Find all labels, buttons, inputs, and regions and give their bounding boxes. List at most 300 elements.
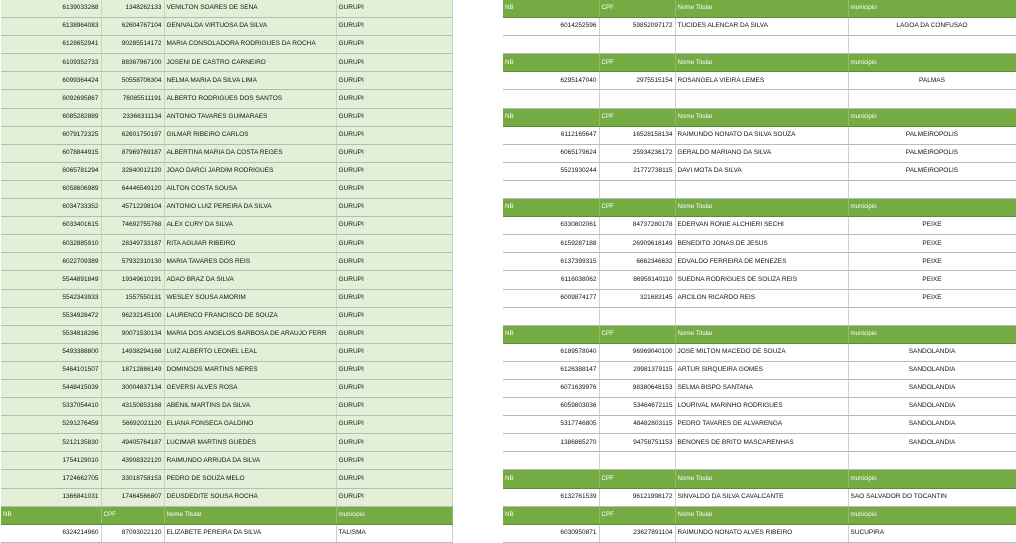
table-row xyxy=(503,126,1016,144)
table-header-row xyxy=(503,470,1016,488)
municipio-cell: GURUPI xyxy=(336,434,452,452)
left-beneficiary-table xyxy=(1,0,453,543)
table-row xyxy=(1,524,452,542)
cpf-cell: 1348262133 xyxy=(101,0,164,18)
municipio-cell: GURUPI xyxy=(336,162,452,180)
municipio-cell: PALMEIROPOLIS xyxy=(848,126,1016,144)
nb-cell: 6030950871 xyxy=(503,524,599,542)
cpf-cell xyxy=(599,36,675,54)
nome-titular-cell: DOMINGOS MARTINS NERES xyxy=(164,361,336,379)
cpf-cell: 59852097172 xyxy=(599,18,675,36)
nome-titular-cell: ANTONIO LUIZ PEREIRA DA SILVA xyxy=(164,199,336,217)
table-row xyxy=(1,398,452,416)
table-row xyxy=(503,253,1016,271)
table-row xyxy=(503,343,1016,361)
nome-titular-cell xyxy=(675,452,848,470)
nome-titular-cell xyxy=(675,307,848,325)
nb-cell xyxy=(503,180,599,198)
nb-cell: 6085282889 xyxy=(1,108,101,126)
nb-cell: NB xyxy=(503,199,599,217)
table-row xyxy=(503,271,1016,289)
nb-cell: 1366841031 xyxy=(1,488,101,506)
table-row xyxy=(1,36,452,54)
nome-titular-cell: LOURIVAL MARINHO RODRIGUES xyxy=(675,398,848,416)
nb-cell: 6330802061 xyxy=(503,217,599,235)
nome-titular-cell: WESLEY SOUSA AMORIM xyxy=(164,289,336,307)
cpf-cell: CPF xyxy=(599,0,675,18)
table-row xyxy=(503,488,1016,506)
nome-titular-cell: Nome Titular xyxy=(675,54,848,72)
nb-cell xyxy=(503,307,599,325)
table-row xyxy=(1,361,452,379)
municipio-cell: GURUPI xyxy=(336,452,452,470)
municipio-cell: GURUPI xyxy=(336,325,452,343)
nome-titular-cell: JOSENI DE CASTRO CARNEIRO xyxy=(164,54,336,72)
municipio-cell: GURUPI xyxy=(336,180,452,198)
municipio-cell xyxy=(848,90,1016,108)
nb-cell: 5212135830 xyxy=(1,434,101,452)
nb-cell: 6009874177 xyxy=(503,289,599,307)
table-row xyxy=(1,144,452,162)
municipio-cell: GURUPI xyxy=(336,253,452,271)
nome-titular-cell: LUIZ ALBERTO LEONEL LEAL xyxy=(164,343,336,361)
cpf-cell: 48482803115 xyxy=(599,416,675,434)
table-row xyxy=(1,307,452,325)
nome-titular-cell: MARIA CONSOLADORA RODRIGUES DA ROCHA xyxy=(164,36,336,54)
nome-titular-cell: Nome Titular xyxy=(675,506,848,524)
left-table-body xyxy=(1,0,452,542)
table-row xyxy=(503,361,1016,379)
table-row xyxy=(1,199,452,217)
cpf-cell: 32840012120 xyxy=(101,162,164,180)
municipio-cell: GURUPI xyxy=(336,90,452,108)
nome-titular-cell: MARIA DOS ANGELOS BARBOSA DE ARAUJO FERR xyxy=(164,325,336,343)
nome-titular-cell: ARCILON RICARDO REIS xyxy=(675,289,848,307)
nb-cell: 6079172325 xyxy=(1,126,101,144)
municipio-cell: GURUPI xyxy=(336,235,452,253)
nb-cell xyxy=(503,90,599,108)
municipio-cell: GURUPI xyxy=(336,361,452,379)
table-row xyxy=(1,90,452,108)
nb-cell: 6078844915 xyxy=(1,144,101,162)
nome-titular-cell: ABENIL MARTINS DA SILVA xyxy=(164,398,336,416)
municipio-cell: SANDOLANDIA xyxy=(848,343,1016,361)
nb-cell: NB xyxy=(503,54,599,72)
table-row xyxy=(1,108,452,126)
municipio-cell: PEIXE xyxy=(848,271,1016,289)
municipio-cell xyxy=(848,307,1016,325)
table-row xyxy=(503,307,1016,325)
nb-cell: 5291276459 xyxy=(1,416,101,434)
nb-cell: 6022709389 xyxy=(1,253,101,271)
municipio-cell: PEIXE xyxy=(848,289,1016,307)
cpf-cell: 43150853168 xyxy=(101,398,164,416)
municipio-cell: PALMAS xyxy=(848,72,1016,90)
municipio-cell: SANDOLANDIA xyxy=(848,398,1016,416)
municipio-cell: PEIXE xyxy=(848,235,1016,253)
cpf-cell: CPF xyxy=(599,506,675,524)
table-row xyxy=(503,398,1016,416)
nome-titular-cell: RAIMUNDO ARRUDA DA SILVA xyxy=(164,452,336,470)
cpf-cell: 28349733187 xyxy=(101,235,164,253)
table-row xyxy=(503,452,1016,470)
municipio-cell: GURUPI xyxy=(336,72,452,90)
table-row xyxy=(1,0,452,18)
nb-cell: 6126388147 xyxy=(503,361,599,379)
municipio-cell: GURUPI xyxy=(336,144,452,162)
cpf-cell: 6662346632 xyxy=(599,253,675,271)
table-row xyxy=(1,253,452,271)
municipio-cell: PEIXE xyxy=(848,217,1016,235)
cpf-cell: 1557550131 xyxy=(101,289,164,307)
nome-titular-cell: ADAO BRAZ DA SILVA xyxy=(164,271,336,289)
cpf-cell: 86959140110 xyxy=(599,271,675,289)
cpf-cell: 43908322120 xyxy=(101,452,164,470)
municipio-cell: GURUPI xyxy=(336,289,452,307)
cpf-cell: 98380648153 xyxy=(599,379,675,397)
table-header-row xyxy=(503,199,1016,217)
nome-titular-cell: GENIVALDA VIRTUOSA DA SILVA xyxy=(164,18,336,36)
nome-titular-cell: LAURENCO FRANCISCO DE SOUZA xyxy=(164,307,336,325)
municipio-cell: GURUPI xyxy=(336,398,452,416)
nb-cell: 5534928472 xyxy=(1,307,101,325)
table-header-row xyxy=(503,506,1016,524)
nb-cell: 6059803036 xyxy=(503,398,599,416)
nome-titular-cell: GILMAR RIBEIRO CARLOS xyxy=(164,126,336,144)
nome-titular-cell: GEVERSI ALVES ROSA xyxy=(164,379,336,397)
municipio-cell: PALMEIROPOLIS xyxy=(848,162,1016,180)
nome-titular-cell: Nome Titular xyxy=(675,0,848,18)
nb-cell: 5534818286 xyxy=(1,325,101,343)
nb-cell: 5521930244 xyxy=(503,162,599,180)
nome-titular-cell: ALBERTINA MARIA DA COSTA REGES xyxy=(164,144,336,162)
table-row xyxy=(1,343,452,361)
table-row xyxy=(1,235,452,253)
table-row xyxy=(503,217,1016,235)
nome-titular-cell xyxy=(675,90,848,108)
nb-cell: 6071639976 xyxy=(503,379,599,397)
nb-cell: 6138964083 xyxy=(1,18,101,36)
municipio-cell: GURUPI xyxy=(336,271,452,289)
table-row xyxy=(1,54,452,72)
table-row xyxy=(503,162,1016,180)
cpf-cell: 45712298104 xyxy=(101,199,164,217)
nome-titular-cell: EDVALDO FERREIRA DE MENEZES xyxy=(675,253,848,271)
cpf-cell: 23627891104 xyxy=(599,524,675,542)
municipio-cell: GURUPI xyxy=(336,18,452,36)
table-row xyxy=(503,180,1016,198)
cpf-cell: 26909618149 xyxy=(599,235,675,253)
cpf-cell: 50558706304 xyxy=(101,72,164,90)
nome-titular-cell: DEUSDEDITE SOUSA ROCHA xyxy=(164,488,336,506)
cpf-cell: 21772738115 xyxy=(599,162,675,180)
nome-titular-cell: JOSE MILTON MACEDO DE SOUZA xyxy=(675,343,848,361)
right-beneficiary-table xyxy=(503,0,1016,543)
municipio-cell: SANDOLANDIA xyxy=(848,379,1016,397)
nb-cell xyxy=(503,452,599,470)
nome-titular-cell: MARIA TAVARES DOS REIS xyxy=(164,253,336,271)
cpf-cell: 74692755768 xyxy=(101,217,164,235)
nome-titular-cell: RITA AGUIAR RIBEIRO xyxy=(164,235,336,253)
municipio-cell: SAO SALVADOR DO TOCANTIN xyxy=(848,488,1016,506)
cpf-cell xyxy=(599,90,675,108)
nb-cell: 5317746805 xyxy=(503,416,599,434)
nome-titular-cell: SINVALDO DA SILVA CAVALCANTE xyxy=(675,488,848,506)
cpf-cell: 18712886149 xyxy=(101,361,164,379)
nb-cell: 6033401615 xyxy=(1,217,101,235)
cpf-cell: CPF xyxy=(101,506,164,524)
nb-cell: 6132761539 xyxy=(503,488,599,506)
cpf-cell: 33018758153 xyxy=(101,470,164,488)
municipio-cell: SANDOLANDIA xyxy=(848,434,1016,452)
cpf-cell: CPF xyxy=(599,325,675,343)
municipio-cell: municipio xyxy=(848,506,1016,524)
nb-cell: 6137399315 xyxy=(503,253,599,271)
nome-titular-cell: ALEX CURY DA SILVA xyxy=(164,217,336,235)
nome-titular-cell: RAIMUNDO NONATO DA SILVA SOUZA xyxy=(675,126,848,144)
nb-cell: 6092695867 xyxy=(1,90,101,108)
municipio-cell: GURUPI xyxy=(336,379,452,397)
nb-cell: 6295147040 xyxy=(503,72,599,90)
cpf-cell xyxy=(599,452,675,470)
municipio-cell: SANDOLANDIA xyxy=(848,416,1016,434)
table-row xyxy=(1,452,452,470)
cpf-cell: 87093022120 xyxy=(101,524,164,542)
table-row xyxy=(1,416,452,434)
table-row xyxy=(503,434,1016,452)
cpf-cell: 321683145 xyxy=(599,289,675,307)
table-header-row xyxy=(503,54,1016,72)
municipio-cell: municipio xyxy=(848,470,1016,488)
municipio-cell: SANDOLANDIA xyxy=(848,361,1016,379)
municipio-cell: GURUPI xyxy=(336,108,452,126)
table-header-row xyxy=(503,108,1016,126)
nb-cell: 6065179624 xyxy=(503,144,599,162)
cpf-cell: 53464672115 xyxy=(599,398,675,416)
nome-titular-cell: ARTUR SIRQUEIRA GOMES xyxy=(675,361,848,379)
table-row xyxy=(1,217,452,235)
nb-cell: 5464101507 xyxy=(1,361,101,379)
nome-titular-cell: Nome Titular xyxy=(675,325,848,343)
nb-cell: 6139033288 xyxy=(1,0,101,18)
nb-cell: 5493388800 xyxy=(1,343,101,361)
nome-titular-cell: GERALDO MARIANO DA SILVA xyxy=(675,144,848,162)
cpf-cell: 30004837134 xyxy=(101,379,164,397)
municipio-cell: GURUPI xyxy=(336,0,452,18)
municipio-cell: TALISMA xyxy=(336,524,452,542)
table-row xyxy=(1,434,452,452)
municipio-cell: municipio xyxy=(848,108,1016,126)
nb-cell: NB xyxy=(503,108,599,126)
municipio-cell: PEIXE xyxy=(848,253,1016,271)
nome-titular-cell: ELIZABETE PEREIRA DA SILVA xyxy=(164,524,336,542)
table-row xyxy=(1,488,452,506)
nome-titular-cell: RAIMUNDO NONATO ALVES RIBEIRO xyxy=(675,524,848,542)
table-row xyxy=(1,470,452,488)
cpf-cell: 25934236172 xyxy=(599,144,675,162)
nome-titular-cell xyxy=(675,180,848,198)
nb-cell: 6065781294 xyxy=(1,162,101,180)
cpf-cell: CPF xyxy=(599,108,675,126)
nb-cell: NB xyxy=(503,0,599,18)
nb-cell: 6034733352 xyxy=(1,199,101,217)
nome-titular-cell xyxy=(675,36,848,54)
nome-titular-cell: LUCIMAR MARTINS GUEDES xyxy=(164,434,336,452)
municipio-cell: PALMEIROPOLIS xyxy=(848,144,1016,162)
nome-titular-cell: SELMA BISPO SANTANA xyxy=(675,379,848,397)
nome-titular-cell: EDERVAN RONIE ALCHIERI SECHI xyxy=(675,217,848,235)
table-row xyxy=(503,289,1016,307)
municipio-cell: municipio xyxy=(848,199,1016,217)
table-row xyxy=(503,36,1016,54)
nome-titular-cell: Nome Titular xyxy=(675,470,848,488)
nb-cell: 6112165647 xyxy=(503,126,599,144)
table-row xyxy=(503,72,1016,90)
nb-cell: 1724662705 xyxy=(1,470,101,488)
cpf-cell: CPF xyxy=(599,54,675,72)
nb-cell: 6032885910 xyxy=(1,235,101,253)
cpf-cell: 14938294168 xyxy=(101,343,164,361)
municipio-cell xyxy=(848,452,1016,470)
municipio-cell: municipio xyxy=(848,325,1016,343)
nb-cell: NB xyxy=(503,325,599,343)
table-row xyxy=(503,416,1016,434)
cpf-cell: 2975515154 xyxy=(599,72,675,90)
municipio-cell: LAGOA DA CONFUSAO xyxy=(848,18,1016,36)
cpf-cell: 96969040100 xyxy=(599,343,675,361)
municipio-cell: GURUPI xyxy=(336,416,452,434)
cpf-cell: 62604767104 xyxy=(101,18,164,36)
municipio-cell: GURUPI xyxy=(336,307,452,325)
cpf-cell xyxy=(599,180,675,198)
nb-cell: 6128652941 xyxy=(1,36,101,54)
nb-cell: NB xyxy=(503,506,599,524)
nome-titular-cell: ANTONIO TAVARES GUIMARAES xyxy=(164,108,336,126)
municipio-cell: GURUPI xyxy=(336,36,452,54)
cpf-cell: 49405764187 xyxy=(101,434,164,452)
cpf-cell: 96232145100 xyxy=(101,307,164,325)
nb-cell: 6324214960 xyxy=(1,524,101,542)
nb-cell: 6109352733 xyxy=(1,54,101,72)
table-header-row xyxy=(503,0,1016,18)
cpf-cell: 64446549120 xyxy=(101,180,164,198)
nb-cell: NB xyxy=(1,506,101,524)
nb-cell: NB xyxy=(503,470,599,488)
nome-titular-cell: Nome Titular xyxy=(675,108,848,126)
nome-titular-cell: DAVI MOTA DA SILVA xyxy=(675,162,848,180)
cpf-cell: 16528158134 xyxy=(599,126,675,144)
nb-cell: 6099364424 xyxy=(1,72,101,90)
nome-titular-cell: TUCIDES ALENCAR DA SILVA xyxy=(675,18,848,36)
nb-cell: 6116038062 xyxy=(503,271,599,289)
municipio-cell: GURUPI xyxy=(336,126,452,144)
municipio-cell: GURUPI xyxy=(336,217,452,235)
nome-titular-cell: ALBERTO RODRIGUES DOS SANTOS xyxy=(164,90,336,108)
cpf-cell: CPF xyxy=(599,470,675,488)
table-row xyxy=(1,271,452,289)
nb-cell: 6189578040 xyxy=(503,343,599,361)
cpf-cell: 76085511191 xyxy=(101,90,164,108)
cpf-cell: 62601750197 xyxy=(101,126,164,144)
nome-titular-cell: ELIANA FONSECA GALDINO xyxy=(164,416,336,434)
nome-titular-cell: BENEDITO JONAS DE JESUS xyxy=(675,235,848,253)
table-row xyxy=(1,18,452,36)
municipio-cell: municipio xyxy=(336,506,452,524)
nb-cell: 6058606989 xyxy=(1,180,101,198)
cpf-cell: 94758751153 xyxy=(599,434,675,452)
nome-titular-cell: SUEDNA RODRIGUES DE SOUZA REIS xyxy=(675,271,848,289)
table-row xyxy=(503,524,1016,542)
municipio-cell: GURUPI xyxy=(336,54,452,72)
cpf-cell: 96121998172 xyxy=(599,488,675,506)
table-row xyxy=(503,379,1016,397)
nome-titular-cell: NELMA MARIA DA SILVA LIMA xyxy=(164,72,336,90)
municipio-cell: municipio xyxy=(848,54,1016,72)
nome-titular-cell: AILTON COSTA SOUSA xyxy=(164,180,336,198)
nome-titular-cell: Nome Titular xyxy=(164,506,336,524)
table-header-row xyxy=(1,506,452,524)
table-row xyxy=(503,18,1016,36)
nb-cell: 6159287188 xyxy=(503,235,599,253)
nb-cell: 5448415039 xyxy=(1,379,101,397)
table-row xyxy=(1,162,452,180)
municipio-cell xyxy=(848,36,1016,54)
cpf-cell: 29981379115 xyxy=(599,361,675,379)
cpf-cell: 23366311134 xyxy=(101,108,164,126)
cpf-cell: CPF xyxy=(599,199,675,217)
table-row xyxy=(503,90,1016,108)
nb-cell: 5542343933 xyxy=(1,289,101,307)
table-row xyxy=(1,180,452,198)
municipio-cell: municipio xyxy=(848,0,1016,18)
nb-cell: 1754129010 xyxy=(1,452,101,470)
municipio-cell: GURUPI xyxy=(336,470,452,488)
nome-titular-cell: ROSANGELA VIEIRA LEMES xyxy=(675,72,848,90)
table-row xyxy=(1,379,452,397)
nb-cell: 1386865270 xyxy=(503,434,599,452)
cpf-cell: 56692021120 xyxy=(101,416,164,434)
table-row xyxy=(1,126,452,144)
nome-titular-cell: JOAO DARCI JARDIM RODRIGUES xyxy=(164,162,336,180)
table-row xyxy=(503,235,1016,253)
cpf-cell: 87969769187 xyxy=(101,144,164,162)
nome-titular-cell: BENONES DE BRITO MASCARENHAS xyxy=(675,434,848,452)
cpf-cell: 90071530134 xyxy=(101,325,164,343)
nb-cell: 5544891849 xyxy=(1,271,101,289)
cpf-cell: 17464566807 xyxy=(101,488,164,506)
nome-titular-cell: VENILTON SOARES DE SENA xyxy=(164,0,336,18)
nome-titular-cell: PEDRO DE SOUZA MELO xyxy=(164,470,336,488)
table-header-row xyxy=(503,325,1016,343)
nome-titular-cell: Nome Titular xyxy=(675,199,848,217)
municipio-cell: GURUPI xyxy=(336,343,452,361)
cpf-cell: 19349610191 xyxy=(101,271,164,289)
table-row xyxy=(503,144,1016,162)
municipio-cell xyxy=(848,180,1016,198)
nome-titular-cell: PEDRO TAVARES DE ALVARENGA xyxy=(675,416,848,434)
table-row xyxy=(1,72,452,90)
table-row xyxy=(1,289,452,307)
cpf-cell: 57932310130 xyxy=(101,253,164,271)
right-table-body xyxy=(503,0,1016,542)
municipio-cell: GURUPI xyxy=(336,199,452,217)
cpf-cell: 84737280178 xyxy=(599,217,675,235)
municipio-cell: SUCUPIRA xyxy=(848,524,1016,542)
cpf-cell xyxy=(599,307,675,325)
nb-cell: 6014252596 xyxy=(503,18,599,36)
table-row xyxy=(1,325,452,343)
nb-cell xyxy=(503,36,599,54)
